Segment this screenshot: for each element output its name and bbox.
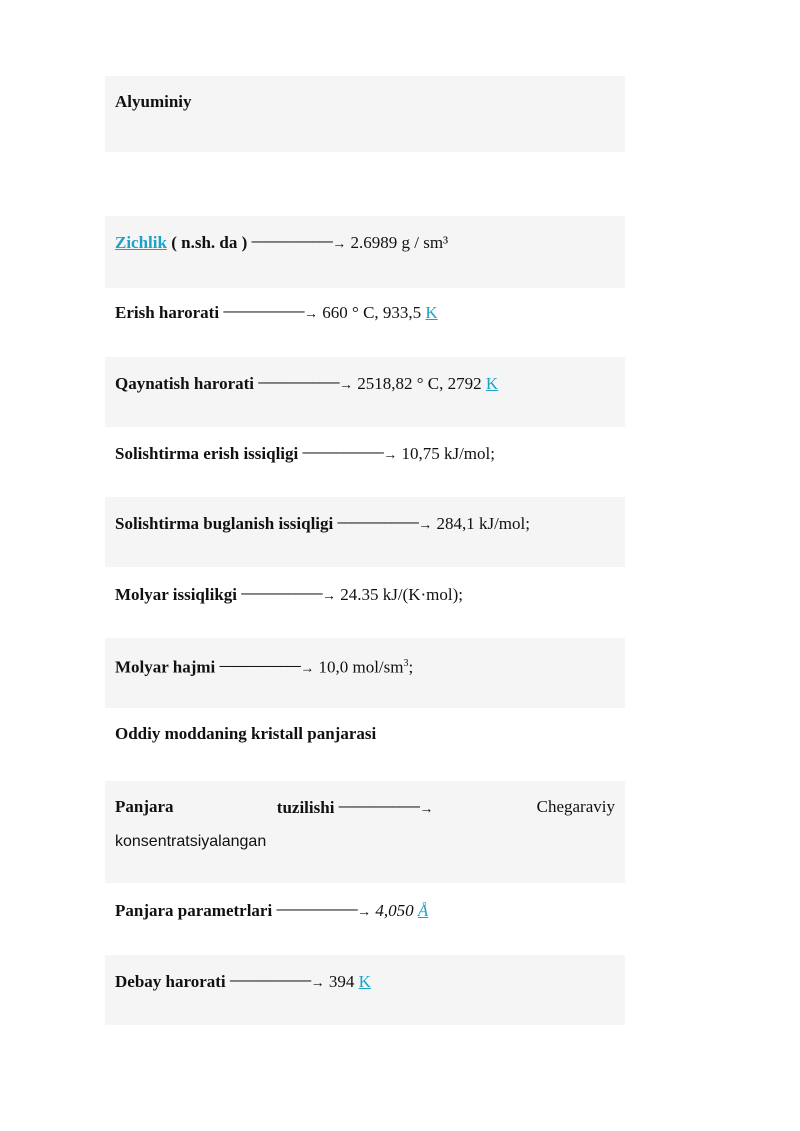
melting-label: Erish harorati: [115, 303, 220, 322]
molar-volume-value: 10,0 mol/sm: [318, 657, 404, 677]
molar-volume-label: Molyar hajmi: [115, 657, 216, 677]
dash-line: ────────────: [302, 446, 384, 460]
arrow-icon: →: [321, 589, 336, 604]
title-block: [105, 76, 625, 152]
dash-line: ────────────: [338, 800, 420, 814]
lattice-structure-label-b: tuzilishi: [276, 798, 335, 817]
arrow-icon: →: [332, 237, 347, 252]
dash-line: ────────────: [276, 903, 358, 917]
debye-label: Debay harorati: [115, 972, 226, 991]
melting-value: 660 ° C, 933,5: [322, 303, 426, 322]
density-label: ( n.sh. da ): [166, 233, 248, 252]
molar-heat-row: [105, 568, 625, 638]
dash-line: ────────────: [241, 587, 322, 601]
arrow-icon: →: [300, 661, 315, 677]
molar-heat-label: Molyar issiqlikgi: [115, 585, 238, 604]
molar-volume-suffix: ;: [408, 657, 414, 677]
lattice-structure-row: [105, 781, 625, 883]
dash-line: ────────────: [229, 974, 311, 988]
fusion-heat-row: [105, 427, 625, 497]
dash-line: ────────────: [337, 516, 419, 530]
arrow-icon: →: [304, 307, 319, 322]
arrow-icon: →: [357, 905, 372, 920]
density-row: [105, 216, 625, 288]
lattice-structure-value-b: konsentratsiyalangan: [115, 833, 267, 850]
arrow-icon: →: [419, 802, 434, 817]
arrow-icon: →: [338, 378, 353, 393]
lattice-parameters-row: [105, 884, 625, 954]
lattice-structure-label-a: Panjara: [115, 797, 174, 816]
kelvin-link[interactable]: K: [358, 972, 371, 991]
lattice-structure-line: [115, 791, 615, 826]
lattice-parameters-label: Panjara parametrlari: [115, 901, 273, 920]
crystal-heading-row: [105, 708, 625, 780]
debye-value: 394: [328, 972, 359, 991]
boiling-label: Qaynatish harorati: [115, 374, 255, 393]
molar-volume-exponent: 3: [403, 658, 409, 669]
dash-line: ────────────: [258, 376, 339, 390]
boiling-value: 2518,82 ° C, 2792: [357, 374, 486, 393]
dash-line: ────────────: [223, 305, 305, 319]
element-title: Alyuminiy: [115, 92, 192, 111]
lattice-parameters-value: 4,050: [375, 901, 418, 920]
vaporization-heat-value: 284,1 kJ/mol;: [436, 514, 530, 533]
kelvin-link[interactable]: K: [485, 374, 499, 393]
fusion-heat-label: Solishtirma erish issiqligi: [115, 444, 299, 463]
arrow-icon: →: [383, 448, 398, 463]
lattice-structure-value-a: Chegaraviy: [536, 797, 615, 816]
density-link[interactable]: Zichlik: [115, 233, 167, 252]
fusion-heat-value: 10,75 kJ/mol;: [401, 444, 495, 463]
melting-row: [105, 286, 625, 356]
arrow-icon: →: [418, 518, 433, 533]
kelvin-link[interactable]: K: [425, 303, 438, 322]
molar-heat-value: 24.35 kJ/(K·mol);: [340, 585, 463, 604]
vaporization-heat-row: [105, 497, 625, 567]
boiling-row: [105, 357, 625, 427]
angstrom-link[interactable]: Å: [417, 901, 429, 920]
arrow-icon: →: [310, 976, 325, 991]
molar-volume-row: [105, 638, 625, 708]
debye-row: [105, 955, 625, 1025]
lattice-structure-middle: [277, 791, 434, 826]
crystal-heading: Oddiy moddaning kristall panjarasi: [115, 724, 377, 743]
dash-line: ────────────: [251, 235, 333, 249]
vaporization-heat-label: Solishtirma buglanish issiqligi: [115, 514, 334, 533]
density-value: 2.6989 g / sm³: [350, 233, 449, 252]
dash-line: ────────────: [219, 659, 301, 674]
